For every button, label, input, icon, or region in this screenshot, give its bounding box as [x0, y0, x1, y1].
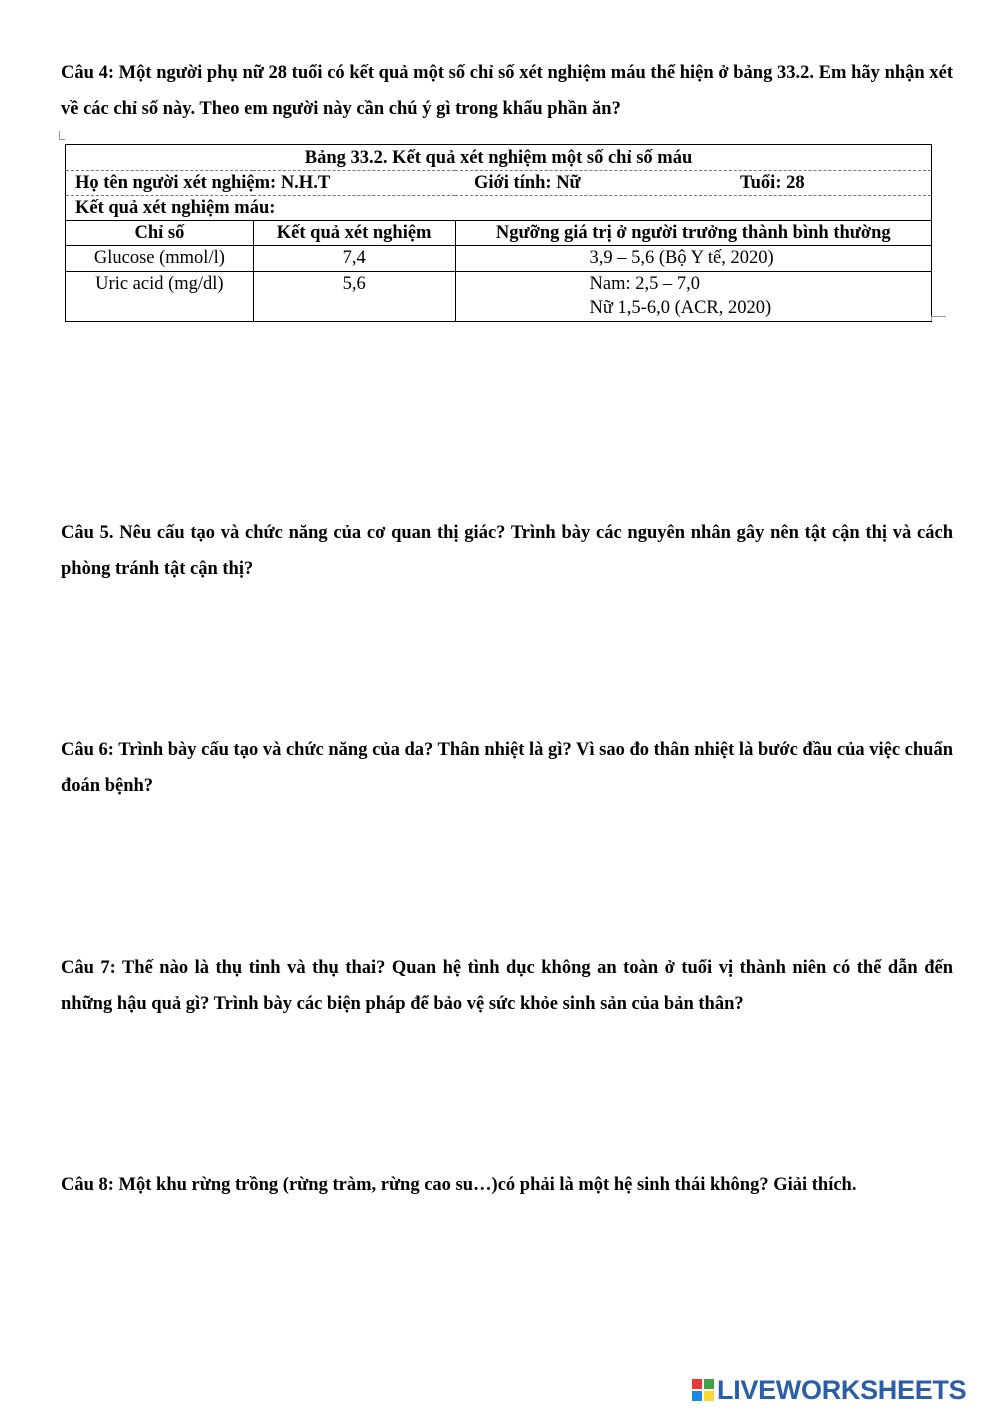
row-range-line: Nữ 1,5-6,0 (ACR, 2020) — [589, 298, 772, 318]
question-4: Câu 4: Một người phụ nữ 28 tuổi có kết quả một số chỉ số xét nghiệm máu thể hiện ở bảng 33.2. Em hãy nhận xét về các chỉ số này. Theo em người này cần chú ý gì trong khẩu phần ăn? — [61, 63, 953, 119]
blood-test-table — [65, 144, 932, 322]
row-range — [455, 272, 931, 322]
liveworksheets-logo — [692, 1375, 966, 1405]
text-boundary-mark — [59, 131, 65, 140]
row-range-line: 3,9 – 5,6 (Bộ Y tế, 2020) — [589, 248, 774, 268]
column-header-range: Ngưỡng giá trị ở người trưởng thành bình thường — [455, 221, 931, 246]
liveworksheets-icon — [692, 1379, 714, 1401]
results-label: Kết quả xét nghiệm máu: — [66, 196, 932, 221]
table-row — [66, 272, 932, 322]
table-row — [66, 246, 932, 272]
table-end-mark — [931, 316, 946, 321]
question-6: Câu 6: Trình bày cấu tạo và chức năng của da? Thân nhiệt là gì? Vì sao đo thân nhiệt là bước đầu của việc chuẩn đoán bệnh? — [61, 740, 954, 796]
row-index: Glucose (mmol/l) — [66, 246, 254, 272]
patient-name: Họ tên người xét nghiệm: N.H.T — [75, 173, 331, 193]
question-5: Câu 5. Nêu cấu tạo và chức năng của cơ quan thị giác? Trình bày các nguyên nhân gây nên tật cận thị và cách phòng tránh tật cận thị? — [61, 523, 953, 579]
patient-gender: Giới tính: Nữ — [474, 173, 581, 193]
column-header-index: Chỉ số — [66, 221, 254, 246]
question-8: Câu 8: Một khu rừng trồng (rừng tràm, rừng cao su…)có phải là một hệ sinh thái không? Giải thích. — [61, 1175, 857, 1195]
patient-age: Tuổi: 28 — [740, 173, 805, 193]
row-range — [455, 246, 931, 272]
table-title: Bảng 33.2. Kết quả xét nghiệm một số chỉ số máu — [66, 145, 932, 171]
patient-info — [66, 171, 932, 196]
logo-text: LIVEWORKSHEETS — [717, 1374, 967, 1405]
row-index: Uric acid (mg/dl) — [66, 272, 254, 322]
question-7: Câu 7: Thế nào là thụ tinh và thụ thai? Quan hệ tình dục không an toàn ở tuổi vị thành niên có thể dẫn đến những hậu quả gì? Trình bày các biện pháp để bảo vệ sức khỏe sinh sản của bản thân? — [61, 958, 953, 1014]
row-range-line: Nam: 2,5 – 7,0 — [589, 274, 700, 294]
row-result: 7,4 — [253, 246, 455, 272]
column-header-result: Kết quả xét nghiệm — [253, 221, 455, 246]
row-result: 5,6 — [253, 272, 455, 322]
